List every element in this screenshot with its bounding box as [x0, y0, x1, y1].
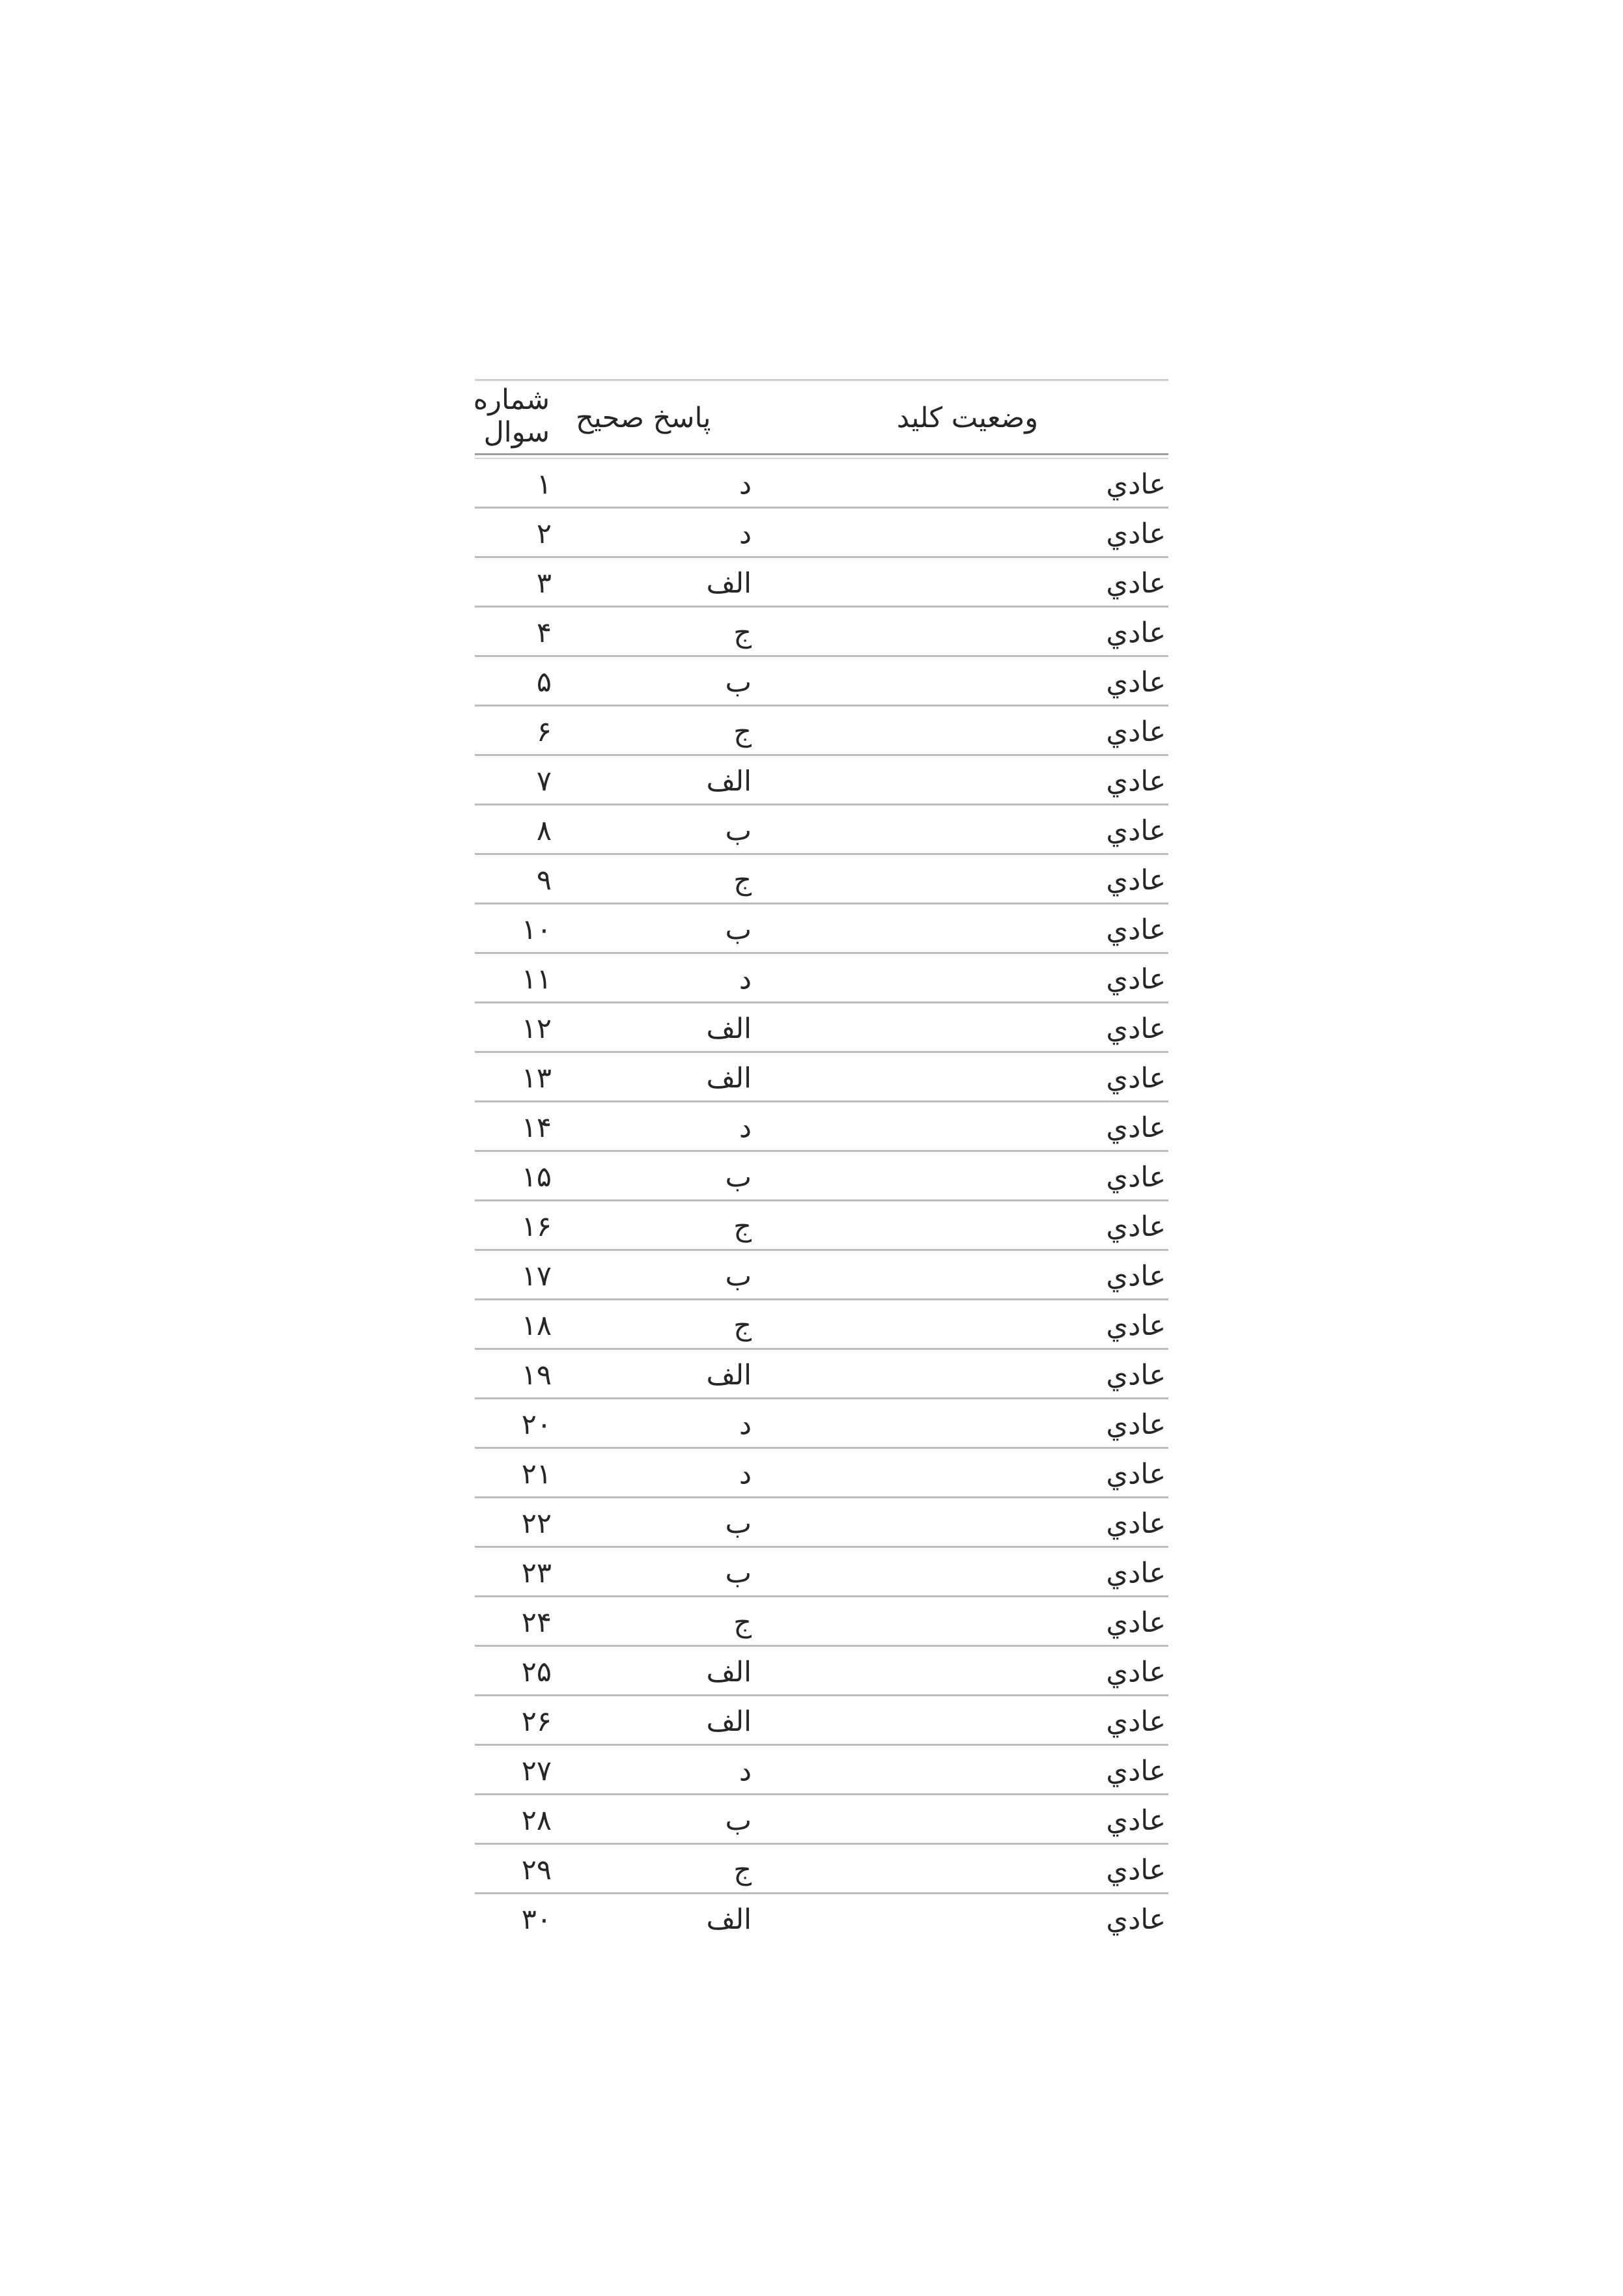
question-number-cell: ۸ — [536, 815, 552, 847]
question-number-cell: ۲۷ — [521, 1755, 552, 1787]
correct-answer-cell: الف — [706, 567, 752, 600]
key-status-cell: عادي — [1106, 1903, 1166, 1936]
correct-answer-cell: د — [739, 1458, 752, 1491]
table-row — [475, 1053, 1168, 1102]
correct-answer-cell: ب — [725, 1507, 752, 1540]
correct-answer-cell: الف — [706, 1359, 752, 1392]
question-number-cell: ۲۸ — [521, 1804, 552, 1837]
table-row — [475, 1498, 1168, 1548]
question-number-cell: ۵ — [536, 666, 552, 699]
correct-answer-cell: د — [739, 1408, 752, 1441]
question-number-cell: ۱۶ — [521, 1211, 552, 1243]
key-status-cell: عادي — [1106, 1161, 1166, 1194]
question-number-cell: ۲۴ — [521, 1606, 552, 1639]
correct-answer-cell: ب — [725, 815, 752, 847]
key-status-cell: عادي — [1106, 1359, 1166, 1392]
question-number-cell: ۲۰ — [521, 1408, 552, 1441]
key-status-cell: عادي — [1106, 963, 1166, 996]
table-row — [475, 1350, 1168, 1399]
table-row — [475, 1696, 1168, 1746]
question-number-cell: ۱۷ — [521, 1260, 552, 1293]
table-row — [475, 657, 1168, 707]
table-row — [475, 1746, 1168, 1795]
correct-answer-cell: ب — [725, 666, 752, 699]
question-number-cell: ۹ — [536, 864, 552, 897]
key-status-cell: عادي — [1106, 864, 1166, 897]
key-status-cell: عادي — [1106, 1062, 1166, 1095]
correct-answer-cell: ج — [733, 1309, 752, 1342]
table-row — [475, 1201, 1168, 1251]
correct-answer-cell: الف — [706, 1656, 752, 1688]
answer-key-table — [475, 379, 1168, 1942]
question-number-cell: ۳ — [536, 567, 552, 600]
question-number-cell: ۱۵ — [521, 1161, 552, 1194]
table-row — [475, 509, 1168, 558]
correct-answer-cell: الف — [706, 765, 752, 798]
question-number-cell: ۱۱ — [521, 963, 552, 996]
table-row — [475, 904, 1168, 954]
correct-answer-cell: ب — [725, 1161, 752, 1194]
question-number-cell: ۲۵ — [521, 1656, 552, 1688]
key-status-cell: عادي — [1106, 1309, 1166, 1342]
key-status-cell: عادي — [1106, 1112, 1166, 1144]
table-row — [475, 954, 1168, 1003]
table-row — [475, 707, 1168, 756]
key-status-cell: عادي — [1106, 567, 1166, 600]
question-number-cell: ۲۳ — [521, 1557, 552, 1589]
table-row — [475, 459, 1168, 509]
correct-answer-cell: ب — [725, 1260, 752, 1293]
question-number-cell: ۱۰ — [521, 914, 552, 946]
key-status-cell: عادي — [1106, 1013, 1166, 1045]
question-number-cell: ۲ — [536, 518, 552, 550]
key-status-cell: عادي — [1106, 1408, 1166, 1441]
correct-answer-cell: د — [739, 468, 752, 501]
key-status-cell: عادي — [1106, 716, 1166, 748]
key-status-cell: عادي — [1106, 666, 1166, 699]
table-row — [475, 1251, 1168, 1300]
key-status-cell: عادي — [1106, 1755, 1166, 1787]
table-row — [475, 1300, 1168, 1350]
correct-answer-cell: ج — [733, 716, 752, 748]
header-question-number: شماره سوال — [473, 384, 550, 449]
correct-answer-cell: ب — [725, 914, 752, 946]
correct-answer-cell: الف — [706, 1903, 752, 1936]
table-row — [475, 1795, 1168, 1845]
correct-answer-cell: الف — [706, 1013, 752, 1045]
key-status-cell: عادي — [1106, 1705, 1166, 1738]
table-row — [475, 1449, 1168, 1498]
question-number-cell: ۲۱ — [521, 1458, 552, 1491]
correct-answer-cell: ج — [733, 1211, 752, 1243]
question-number-cell: ۲۲ — [521, 1507, 552, 1540]
question-number-cell: ۶ — [536, 716, 552, 748]
key-status-cell: عادي — [1106, 815, 1166, 847]
key-status-cell: عادي — [1106, 914, 1166, 946]
table-row — [475, 756, 1168, 805]
question-number-cell: ۱ — [536, 468, 552, 501]
correct-answer-cell: ج — [733, 617, 752, 649]
correct-answer-cell: الف — [706, 1705, 752, 1738]
key-status-cell: عادي — [1106, 617, 1166, 649]
key-status-cell: عادي — [1106, 1854, 1166, 1886]
table-row — [475, 608, 1168, 657]
key-status-cell: عادي — [1106, 1507, 1166, 1540]
correct-answer-cell: د — [739, 1755, 752, 1787]
table-row — [475, 1102, 1168, 1152]
correct-answer-cell: ج — [733, 864, 752, 897]
table-row — [475, 1597, 1168, 1647]
table-row — [475, 1845, 1168, 1894]
key-status-cell: عادي — [1106, 1211, 1166, 1243]
correct-answer-cell: ب — [725, 1557, 752, 1589]
correct-answer-cell: ج — [733, 1606, 752, 1639]
header-key-status: وضعیت کلید — [896, 402, 1038, 434]
question-number-cell: ۱۴ — [521, 1112, 552, 1144]
correct-answer-cell: ب — [725, 1804, 752, 1837]
table-row — [475, 855, 1168, 904]
table-row — [475, 558, 1168, 608]
key-status-cell: عادي — [1106, 468, 1166, 501]
table-body — [475, 459, 1168, 1942]
key-status-cell: عادي — [1106, 1804, 1166, 1837]
table-row — [475, 1647, 1168, 1696]
question-number-cell: ۲۶ — [521, 1705, 552, 1738]
key-status-cell: عادي — [1106, 518, 1166, 550]
correct-answer-cell: د — [739, 1112, 752, 1144]
table-row — [475, 1548, 1168, 1597]
table-row — [475, 1399, 1168, 1449]
table-row — [475, 805, 1168, 855]
question-number-cell: ۱۳ — [521, 1062, 552, 1095]
table-row — [475, 1894, 1168, 1942]
key-status-cell: عادي — [1106, 765, 1166, 798]
table-row — [475, 1003, 1168, 1053]
key-status-cell: عادي — [1106, 1606, 1166, 1639]
question-number-cell: ۲۹ — [521, 1854, 552, 1886]
question-number-cell: ۴ — [536, 617, 552, 649]
correct-answer-cell: ج — [733, 1854, 752, 1886]
correct-answer-cell: الف — [706, 1062, 752, 1095]
correct-answer-cell: د — [739, 963, 752, 996]
question-number-cell: ۷ — [536, 765, 552, 798]
key-status-cell: عادي — [1106, 1557, 1166, 1589]
table-row — [475, 1152, 1168, 1201]
key-status-cell: عادي — [1106, 1260, 1166, 1293]
table-header — [475, 381, 1168, 455]
key-status-cell: عادي — [1106, 1458, 1166, 1491]
question-number-cell: ۱۲ — [521, 1013, 552, 1045]
key-status-cell: عادي — [1106, 1656, 1166, 1688]
question-number-cell: ۱۹ — [521, 1359, 552, 1392]
correct-answer-cell: د — [739, 518, 752, 550]
header-correct-answer: پاسخ صحیح — [576, 402, 711, 434]
question-number-cell: ۱۸ — [521, 1309, 552, 1342]
question-number-cell: ۳۰ — [521, 1903, 552, 1936]
